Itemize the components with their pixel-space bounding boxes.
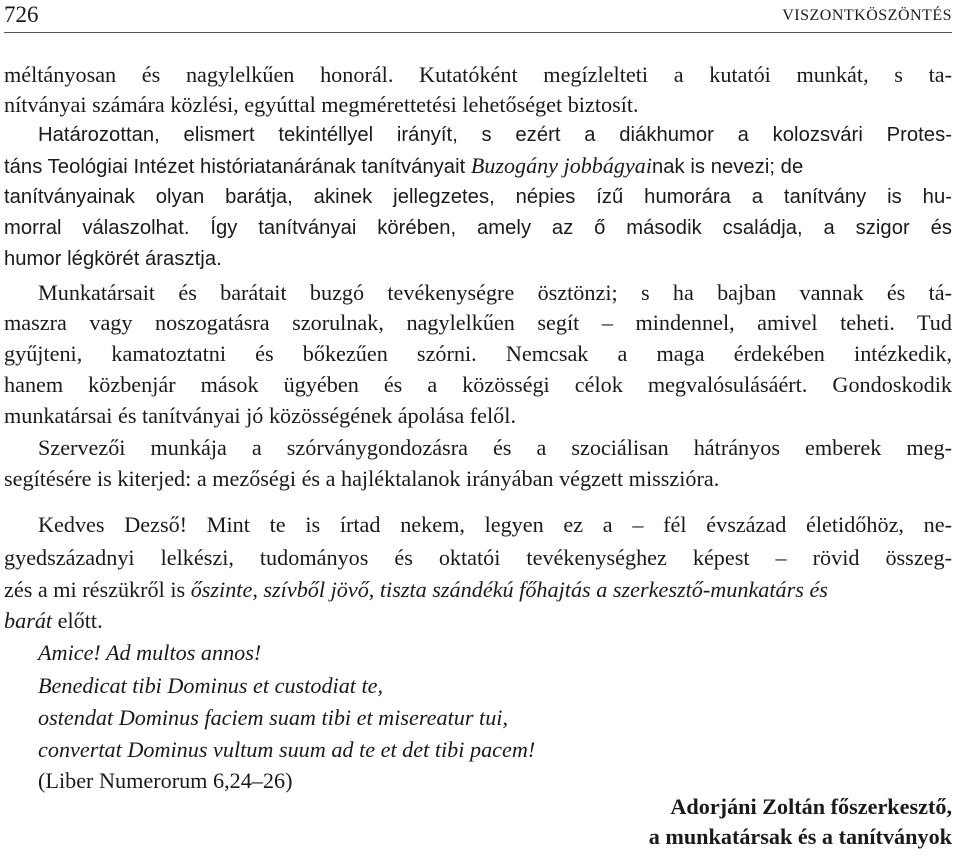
- page-header: [4, 2, 952, 33]
- blessing-line: ostendat Dominus faciem suam tibi et misereatur tui,: [38, 705, 509, 730]
- body-text: zés a mi részükről is: [4, 577, 191, 602]
- body-line: nítványai számára közlési, egyúttal megmérettetési lehetőséget biztosít.: [4, 92, 639, 117]
- body-line: [4, 151, 952, 182]
- body-italic-text: őszinte, szívből jövő, tiszta szándékú főhajtás a szerkesztő-munkatárs és: [190, 577, 828, 602]
- body-line: segítésére is kiterjed: a mezőségi és a hajléktalanok irányában végzett misszióra.: [4, 466, 720, 491]
- body-line: [4, 606, 952, 636]
- blessing-line: Amice! Ad multos annos!: [38, 640, 262, 665]
- body-line: Kedves Dezső! Mint te is írtad nekem, legyen ez a – fél évszázad életidőhöz, ne-: [38, 512, 952, 537]
- body-line: gyedszázadnyi lelkészi, tudományos és oktatói tevékenységhez képest – rövid összeg-: [4, 545, 952, 570]
- body-line: munkatársai és tanítványai jó közösségének ápolása felől.: [4, 403, 516, 428]
- page-number: 726: [4, 2, 39, 27]
- running-title: VISZONTKÖSZÖNTÉS: [782, 7, 952, 24]
- blessing-line: convertat Dominus vultum suum ad te et det tibi pacem!: [38, 737, 536, 762]
- citation-line: (Liber Numerorum 6,24–26): [38, 768, 293, 793]
- body-italic-text: Buzogány jobbágyai: [465, 153, 652, 178]
- blessing-line: Benedicat tibi Dominus et custodiat te,: [38, 673, 384, 698]
- signature-line: a munkatársak és a tanítványok: [648, 824, 952, 849]
- body-line: Szervezői munkája a szórványgondozásra és a szociálisan hátrányos emberek meg-: [38, 435, 952, 460]
- body-text: előtt.: [52, 608, 103, 633]
- body-italic-text: barát: [4, 608, 53, 633]
- body-line: maszra vagy noszogatásra szorulnak, nagylelkűen segít – mindennel, amivel teheti. Tud: [4, 310, 952, 335]
- body-line: méltányosan és nagylelkűen honorál. Kutatóként megízlelteti a kutatói munkát, s ta-: [4, 62, 952, 87]
- body-line: humor légkörét árasztja.: [4, 248, 222, 270]
- body-line: [4, 575, 952, 605]
- body-text: táns Teológiai Intézet históriatanárának tanítványait: [4, 156, 466, 178]
- body-text: nak is nevezi; de: [652, 156, 804, 178]
- signature-line: Adorjáni Zoltán főszerkesztő,: [670, 794, 952, 819]
- body-line: hanem közbenjár mások ügyében és a közösségi célok megvalósulásáért. Gondoskodik: [4, 372, 952, 397]
- body-line: Határozottan, elismert tekintéllyel irányít, s ezért a diákhumor a kolozsvári Protes-: [38, 124, 952, 146]
- body-line: morral válaszolhat. Így tanítványai körében, amely az ő második családja, a szigor és: [4, 217, 952, 239]
- body-line: gyűjteni, kamatoztatni és bőkezűen szórni. Nemcsak a maga érdekében intézkedik,: [4, 341, 952, 366]
- body-line: tanítványainak olyan barátja, akinek jellegzetes, népies ízű humorára a tanítvány is hu-: [4, 186, 952, 208]
- body-line: Munkatársait és barátait buzgó tevékenységre ösztönzi; s ha bajban vannak és tá-: [38, 280, 952, 305]
